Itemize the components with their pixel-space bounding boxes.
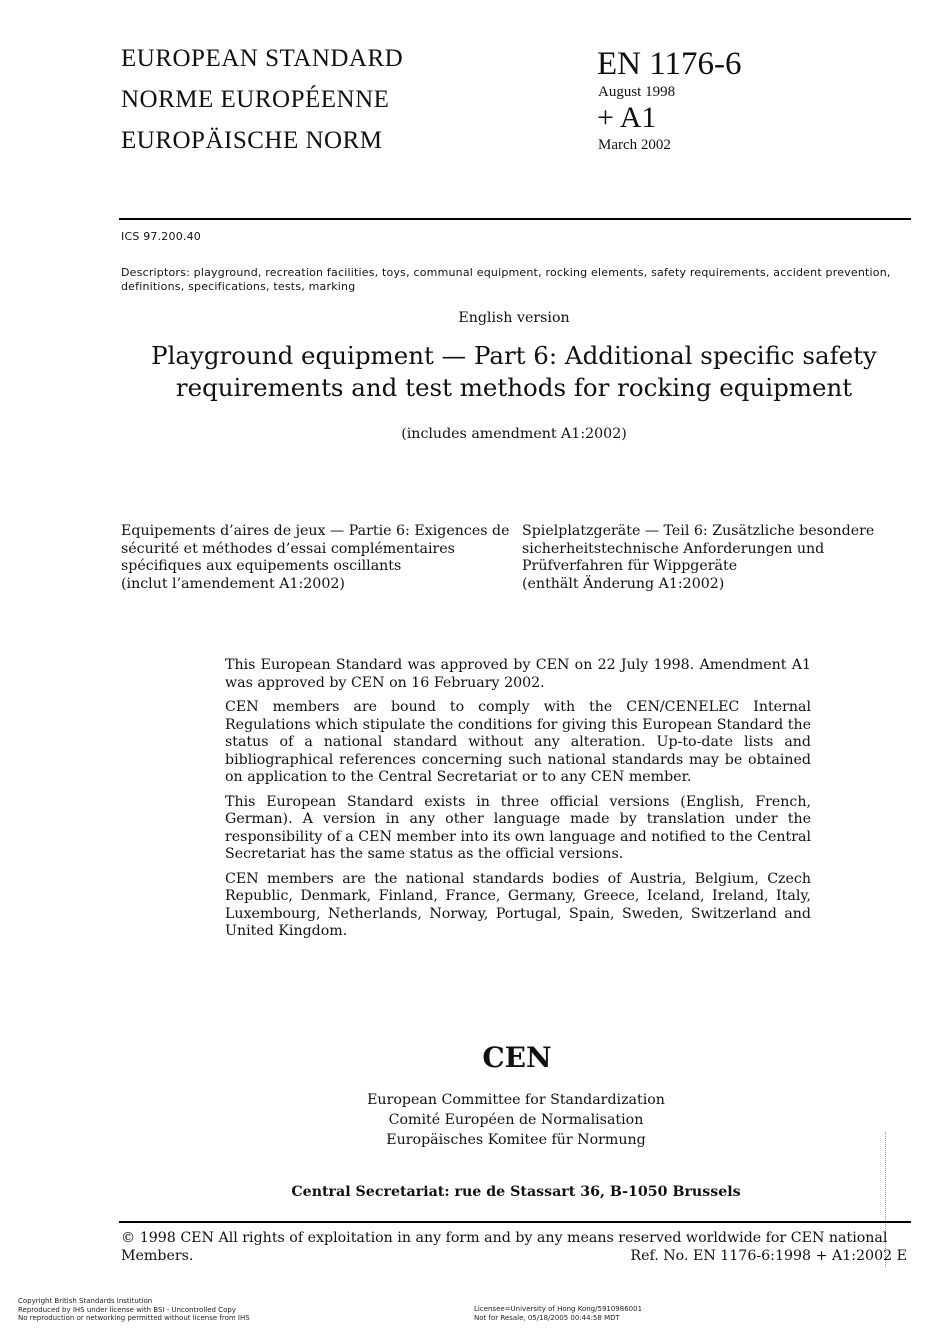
cen-names [266, 1090, 766, 1150]
license-line: Reproduced by IHS under license with BSI - Uncontrolled Copy [18, 1305, 236, 1314]
cen-logo: CEN [482, 1041, 552, 1074]
language-version: English version [458, 310, 570, 326]
ics-code: ICS 97.200.40 [121, 230, 201, 243]
french-title: Equipements d’aires de jeux — Partie 6: Exigences de sécurité et méthodes d’essai complémentaires spécifiques aux equipements oscillants [121, 523, 510, 574]
copyright-members: Members. [121, 1248, 194, 1264]
publication-date: August 1998 [598, 84, 676, 100]
license-line: No reproduction or networking permitted without license from IHS [18, 1314, 250, 1322]
title-english: EUROPEAN STANDARD [121, 45, 404, 72]
copyright-notice: © 1998 CEN All rights of exploitation in any form and by any means reserved worldwide for CEN national [121, 1230, 888, 1246]
german-title: Spielplatzgeräte — Teil 6: Zusätzliche besondere sicherheitstechnische Anforderungen und Prüfverfahren für Wippgeräte [522, 523, 875, 574]
approval-text [225, 657, 811, 948]
amendment-label: + A1 [597, 101, 657, 134]
document-title: Playground equipment — Part 6: Additional specific safety requirements and test methods for rocking equipment [151, 341, 877, 402]
license-line: Not for Resale, 05/18/2005 00:44:58 MDT [474, 1313, 620, 1322]
standard-type-titles [121, 38, 403, 161]
includes-amendment-note: (includes amendment A1:2002) [401, 426, 627, 442]
german-title-block [522, 523, 902, 593]
footer-divider [119, 1221, 911, 1223]
license-right [474, 1305, 642, 1322]
license-line: Licensee=University of Hong Kong/5910986001 [474, 1305, 643, 1313]
cen-name-french: Comité Européen de Normalisation [388, 1112, 644, 1128]
amendment-date: March 2002 [598, 137, 671, 153]
french-amendment: (inclut l’amendement A1:2002) [121, 575, 345, 592]
french-title-block [121, 523, 511, 593]
descriptors: Descriptors: playground, recreation facilities, toys, communal equipment, rocking elements, safety requirements, accident prevention, definitions, specifications, tests, marking [121, 266, 891, 293]
approval-paragraph: This European Standard was approved by CEN on 22 July 1998. Amendment A1 was approved by CEN on 16 February 2002. [225, 657, 811, 691]
license-left [18, 1297, 250, 1323]
header-divider [119, 218, 911, 220]
title-german: EUROPÄISCHE NORM [121, 127, 383, 154]
reference-number: Ref. No. EN 1176-6:1998 + A1:2002 E [630, 1248, 907, 1264]
cen-name-english: European Committee for Standardization [367, 1092, 665, 1108]
standard-number: EN 1176-6 [597, 46, 742, 82]
approval-paragraph: CEN members are bound to comply with the CEN/CENELEC Internal Regulations which stipulate the conditions for giving this European Standard the status of a national standard without any alteration. Up-to-date lists and bibliographical references concerning such national standards may be obtained on application to the Central Secretariat or to any CEN member. [225, 699, 811, 785]
approval-paragraph: This European Standard exists in three official versions (English, French, German). A version in any other language made by translation under the responsibility of a CEN member into its own language and notified to the Central Secretariat has the same status as the official versions. [225, 793, 811, 862]
approval-paragraph: CEN members are the national standards bodies of Austria, Belgium, Czech Republic, Denmark, Finland, France, Germany, Greece, Iceland, Ireland, Italy, Luxembourg, Netherlands, Norway, Portugal, Spain, Sweden, Switzerland and United Kingdom. [225, 870, 811, 939]
cen-name-german: Europäisches Komitee für Normung [386, 1132, 646, 1148]
license-line: Copyright British Standards Institution [18, 1297, 153, 1305]
title-french: NORME EUROPÉENNE [121, 86, 390, 113]
central-secretariat: Central Secretariat: rue de Stassart 36, B-1050 Brussels [291, 1184, 741, 1200]
german-amendment: (enthält Änderung A1:2002) [522, 575, 725, 592]
